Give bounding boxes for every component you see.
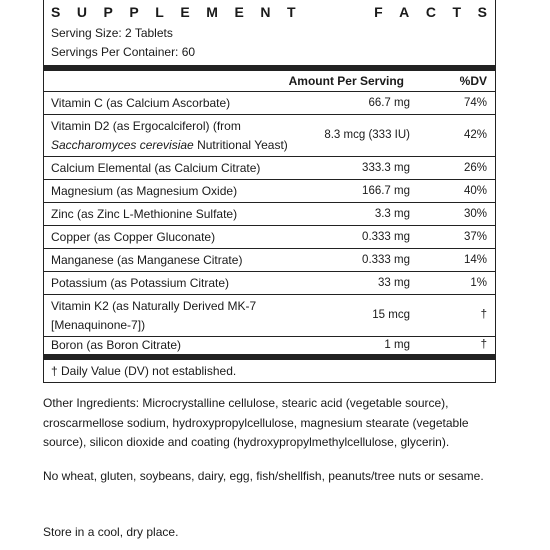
other-ingredients: Other Ingredients: Microcrystalline cellulose, stearic acid (vegetable source), croscarmellose sodium, hydroxypropylcellulose, magnesium stearate (vegetable source), silicon dioxide and coating (hydroxypropylmethylcellulose, glycerin). (43, 396, 469, 449)
title-letter: C (425, 4, 436, 20)
nutrient-name: Zinc (as Zinc L-Methionine Sulfate) (51, 206, 238, 221)
table-row (44, 249, 495, 272)
nutrient-amount: 33 mg (378, 276, 410, 289)
servings-per-container: Servings Per Container: 60 (51, 45, 196, 59)
nutrient-amount: 1 mg (384, 339, 410, 351)
title-letter: T (286, 4, 296, 20)
nutrient-name-line2: [Menaquinone-7]) (51, 317, 146, 332)
nutrient-name-line1: Vitamin K2 (as Naturally Derived MK-7 (51, 298, 257, 313)
header-amount: Amount Per Serving (288, 74, 404, 88)
nutrient-amount: 8.3 mcg (333 IU) (324, 129, 410, 141)
title-letter: P (129, 4, 139, 20)
title-letter: N (260, 4, 271, 20)
title-letter: P (103, 4, 113, 20)
nutrient-name (44, 117, 306, 155)
title-letter: S (51, 4, 61, 20)
nutrient-amount: 0.333 mg (362, 253, 410, 266)
nutrient-amount: 66.7 mg (368, 96, 410, 109)
table-header (44, 71, 495, 92)
table-row (44, 180, 495, 203)
nutrient-name-scientific: Saccharomyces cerevisiae (51, 137, 194, 152)
nutrient-name: Potassium (as Potassium Citrate) (51, 275, 230, 290)
title-letter: T (452, 4, 462, 20)
table-row (44, 272, 495, 295)
nutrient-name-line2: Nutritional Yeast) (193, 137, 288, 152)
table-row (44, 337, 495, 360)
storage-instructions: Store in a cool, dry place. (43, 525, 179, 539)
nutrient-amount: 166.7 mg (362, 184, 410, 197)
title-letter: F (374, 4, 383, 20)
title-letter: S (477, 4, 487, 20)
title-letter: E (234, 4, 244, 20)
panel-title (44, 0, 495, 24)
nutrient-dv: † (480, 309, 487, 321)
nutrient-dv: 1% (470, 276, 487, 289)
footnote: † Daily Value (DV) not established. (51, 364, 237, 378)
nutrient-name: Vitamin C (as Calcium Ascorbate) (51, 95, 231, 110)
nutrient-dv: 37% (463, 230, 487, 243)
title-letter: M (206, 4, 218, 20)
supplement-facts-panel (43, 0, 496, 383)
nutrient-name (44, 297, 306, 335)
nutrient-amount: 0.333 mg (362, 230, 410, 243)
title-letter: A (399, 4, 410, 20)
nutrient-name: Copper (as Copper Gluconate) (51, 229, 216, 244)
table-row (44, 203, 495, 226)
nutrient-dv: 74% (463, 96, 487, 109)
nutrient-name-line1: Vitamin D2 (as Ergocalciferol) (from (51, 118, 241, 133)
table-row (44, 115, 495, 157)
nutrient-dv: 42% (463, 129, 487, 141)
header-dv: %DV (459, 74, 487, 88)
title-letter: L (155, 4, 164, 20)
nutrient-amount: 15 mcg (372, 309, 410, 321)
serving-size: Serving Size: 2 Tablets (51, 26, 173, 40)
title-letter: U (76, 4, 87, 20)
allergen-statement: No wheat, gluten, soybeans, dairy, egg, fish/shellfish, peanuts/tree nuts or sesame. (43, 469, 484, 483)
nutrient-name: Manganese (as Manganese Citrate) (51, 252, 243, 267)
nutrient-name: Calcium Elemental (as Calcium Citrate) (51, 160, 261, 175)
nutrient-dv: 14% (463, 253, 487, 266)
table-row (44, 92, 495, 115)
title-letter: E (180, 4, 190, 20)
table-row (44, 157, 495, 180)
table-row (44, 226, 495, 249)
nutrient-dv: 26% (463, 161, 487, 174)
nutrient-amount: 3.3 mg (374, 207, 410, 220)
nutrient-amount: 333.3 mg (362, 161, 410, 174)
table-row (44, 295, 495, 337)
nutrient-name: Boron (as Boron Citrate) (51, 338, 182, 352)
nutrient-dv: 30% (463, 207, 487, 220)
nutrient-dv: † (480, 339, 487, 351)
nutrient-dv: 40% (463, 184, 487, 197)
nutrient-name: Magnesium (as Magnesium Oxide) (51, 183, 238, 198)
